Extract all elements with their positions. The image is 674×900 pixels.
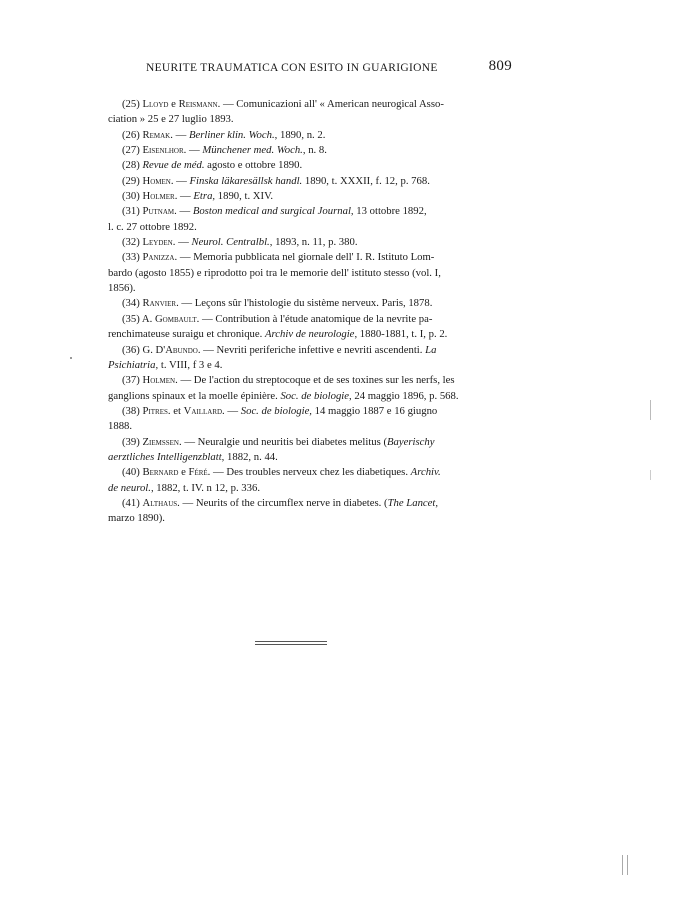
reference-continuation-line <box>108 220 512 235</box>
reference-entry <box>108 496 512 527</box>
reference-text: (41) <box>122 496 143 509</box>
author-name: Panizza <box>142 251 175 264</box>
reference-entry <box>108 343 512 374</box>
reference-text: (38) <box>122 404 143 417</box>
publication-title: Archiv de neurologie <box>265 328 355 341</box>
reference-first-line <box>108 158 512 173</box>
reference-text: , 1890, n. 2. <box>274 128 326 141</box>
section-divider <box>255 641 327 645</box>
reference-continuation-line <box>108 281 512 296</box>
reference-text: e <box>168 98 179 110</box>
reference-text: . — <box>222 404 241 417</box>
reference-text: ganglions spinaux et la moelle épinière. <box>108 389 281 402</box>
publication-title: Soc. de biologie, <box>240 404 312 417</box>
reference-continuation-line <box>108 481 512 496</box>
reference-text: (28) <box>122 159 143 172</box>
reference-first-line <box>108 189 512 204</box>
reference-text: . — <box>170 174 190 187</box>
reference-text: e <box>178 466 189 479</box>
author-name: Gombault <box>154 312 197 325</box>
reference-text: 13 ottobre 1892, <box>353 205 427 218</box>
scan-artifact <box>70 357 72 359</box>
reference-entry <box>108 189 512 204</box>
publication-title: Neurol. Centralbl. <box>191 236 270 249</box>
reference-text: . — <box>183 144 203 157</box>
author-name: Lloyd <box>142 98 169 110</box>
reference-text: . — Neuralgie und neuritis bei diabetes melitus ( <box>178 435 388 448</box>
reference-first-line <box>108 143 512 158</box>
author-name: Althaus <box>142 496 178 509</box>
reference-entry <box>108 404 512 435</box>
publication-title: Psichiatria, <box>108 358 159 371</box>
reference-text: marzo 1890). <box>108 512 165 525</box>
reference-entry <box>108 97 512 128</box>
reference-first-line <box>108 465 512 480</box>
reference-first-line <box>108 204 512 219</box>
reference-text: (27) <box>122 144 143 157</box>
publication-title: Boston medical and surgical Journal, <box>192 205 354 218</box>
author-name: Reismann <box>178 98 218 110</box>
publication-title: aerztliches Intelligenzblatt, <box>108 450 225 463</box>
reference-text: . — <box>170 128 189 141</box>
reference-text: . — <box>172 236 192 249</box>
reference-text: . — Neurits of the circumflex nerve in diabetes. ( <box>177 496 388 509</box>
reference-text: , 1880-1881, t. I, p. 2. <box>354 328 448 341</box>
reference-entry <box>108 174 512 189</box>
reference-text: (32) <box>122 236 143 249</box>
publication-title: La <box>425 343 437 356</box>
author-name: Holmen <box>142 374 176 387</box>
reference-text: (40) <box>122 466 143 479</box>
reference-text: ciation » 25 e 27 luglio 1893. <box>108 113 234 126</box>
reference-entry <box>108 296 512 311</box>
reference-first-line <box>108 404 512 419</box>
author-name: Putnam <box>142 205 175 218</box>
author-name: D'Abundo <box>155 343 198 356</box>
author-name: Remak <box>142 128 171 141</box>
scan-artifact <box>650 400 651 420</box>
reference-text: 1890, t. XIV. <box>215 190 274 203</box>
reference-continuation-line <box>108 112 512 127</box>
reference-entry <box>108 143 512 158</box>
reference-first-line <box>108 296 512 311</box>
publication-title: Münchener med. Woch. <box>202 144 303 157</box>
reference-first-line <box>108 97 512 112</box>
author-name: Ranvier <box>142 297 177 310</box>
reference-text: , n. 8. <box>302 144 327 157</box>
reference-first-line <box>108 435 512 450</box>
reference-first-line <box>108 373 512 388</box>
author-name: Vaillard <box>183 404 223 417</box>
reference-continuation-line <box>108 389 512 404</box>
reference-entry <box>108 128 512 143</box>
reference-text: , 1893, n. 11, p. 380. <box>269 236 358 249</box>
scan-artifact <box>622 855 628 875</box>
reference-text: . — De l'action du streptocoque et de ses toxines sur les nerfs, les <box>175 374 455 387</box>
reference-text: . — Contribution à l'étude anatomique de la nevrite pa- <box>196 312 433 325</box>
reference-continuation-line <box>108 358 512 373</box>
reference-list <box>108 97 512 527</box>
publication-title: Berliner klin. Woch. <box>188 128 275 141</box>
reference-text: agosto e ottobre 1890. <box>204 159 303 172</box>
reference-text: , 1882, t. IV. n 12, p. 336. <box>150 481 260 494</box>
reference-first-line <box>108 343 512 358</box>
author-name: Homen <box>142 174 171 187</box>
publication-title: Archiv. <box>410 466 441 479</box>
author-name: Eisenlhor <box>142 144 184 157</box>
reference-text: (36) G. <box>122 343 156 356</box>
reference-text: (29) <box>122 174 143 187</box>
author-name: Leyden <box>142 236 173 249</box>
reference-text: (26) <box>122 128 143 141</box>
reference-entry <box>108 373 512 404</box>
reference-continuation-line <box>108 419 512 434</box>
reference-text: bardo (agosto 1855) e riprodotto poi tra le memorie dell' istituto stesso (vol. I, <box>108 266 441 279</box>
reference-first-line <box>108 174 512 189</box>
reference-first-line <box>108 128 512 143</box>
publication-title: de neurol. <box>108 481 151 494</box>
reference-text: (31) <box>122 205 143 218</box>
reference-first-line <box>108 312 512 327</box>
author-name: Pitres <box>142 404 168 417</box>
reference-text: . et <box>167 404 184 417</box>
reference-entry <box>108 158 512 173</box>
reference-text: 1890, t. XXXII, f. 12, p. 768. <box>302 174 430 187</box>
reference-text: 1882, n. 44. <box>224 450 278 463</box>
reference-entry <box>108 204 512 235</box>
reference-continuation-line <box>108 511 512 526</box>
reference-text: renchimateuse suraigu et chronique. <box>108 328 265 341</box>
reference-entry <box>108 465 512 496</box>
reference-text: . — Leçons sûr l'histologie du sistème nerveux. Paris, 1878. <box>176 297 433 310</box>
reference-entry <box>108 435 512 466</box>
publication-title: Etra, <box>193 190 216 203</box>
reference-text: . — Des troubles nerveux chez les diabetiques. <box>207 466 411 479</box>
reference-continuation-line <box>108 450 512 465</box>
reference-entry <box>108 235 512 250</box>
running-title: NEURITE TRAUMATICA CON ESITO IN GUARIGIONE <box>146 62 438 74</box>
publication-title: The Lancet, <box>387 496 439 509</box>
reference-entry <box>108 312 512 343</box>
reference-text: 14 maggio 1887 e 16 giugno <box>311 404 438 417</box>
reference-continuation-line <box>108 266 512 281</box>
publication-title: Finska läkaresällsk handl. <box>189 174 303 187</box>
reference-text: 1888. <box>108 420 133 433</box>
reference-text: (39) <box>122 435 143 448</box>
reference-text: (34) <box>122 297 143 310</box>
publication-title: Revue de méd. <box>142 159 205 172</box>
scan-artifact <box>650 470 651 480</box>
reference-continuation-line <box>108 327 512 342</box>
reference-first-line <box>108 235 512 250</box>
reference-text: l. c. 27 ottobre 1892. <box>108 220 197 233</box>
reference-text: (25) <box>122 98 143 110</box>
author-name: Ziemssen <box>142 435 179 448</box>
page-number: 809 <box>488 58 512 74</box>
reference-text: (33) <box>122 251 143 264</box>
reference-text: (30) <box>122 190 143 203</box>
reference-text: . — <box>174 205 193 218</box>
publication-title: Bayerischy <box>387 435 435 448</box>
reference-text: (35) A. <box>122 312 155 325</box>
reference-first-line <box>108 496 512 511</box>
reference-entry <box>108 250 512 296</box>
reference-text: t. VIII, f 3 e 4. <box>158 358 223 371</box>
author-name: Féré <box>188 466 208 479</box>
author-name: Bernard <box>142 466 179 479</box>
reference-text: . — Nevriti periferiche infettive e nevriti ascendenti. <box>197 343 426 356</box>
author-name: Holmer <box>142 190 175 203</box>
reference-text: . — Memoria pubblicata nel giornale dell' I. R. Istituto Lom- <box>174 251 435 264</box>
reference-text: . — <box>174 190 194 203</box>
reference-first-line <box>108 250 512 265</box>
reference-text: (37) <box>122 374 143 387</box>
reference-text: , 24 maggio 1896, p. 568. <box>349 389 459 402</box>
publication-title: Soc. de biologie <box>280 389 349 402</box>
reference-text: . — Comunicazioni all' « American neurogical Asso- <box>217 98 444 110</box>
reference-text: 1856). <box>108 282 136 295</box>
